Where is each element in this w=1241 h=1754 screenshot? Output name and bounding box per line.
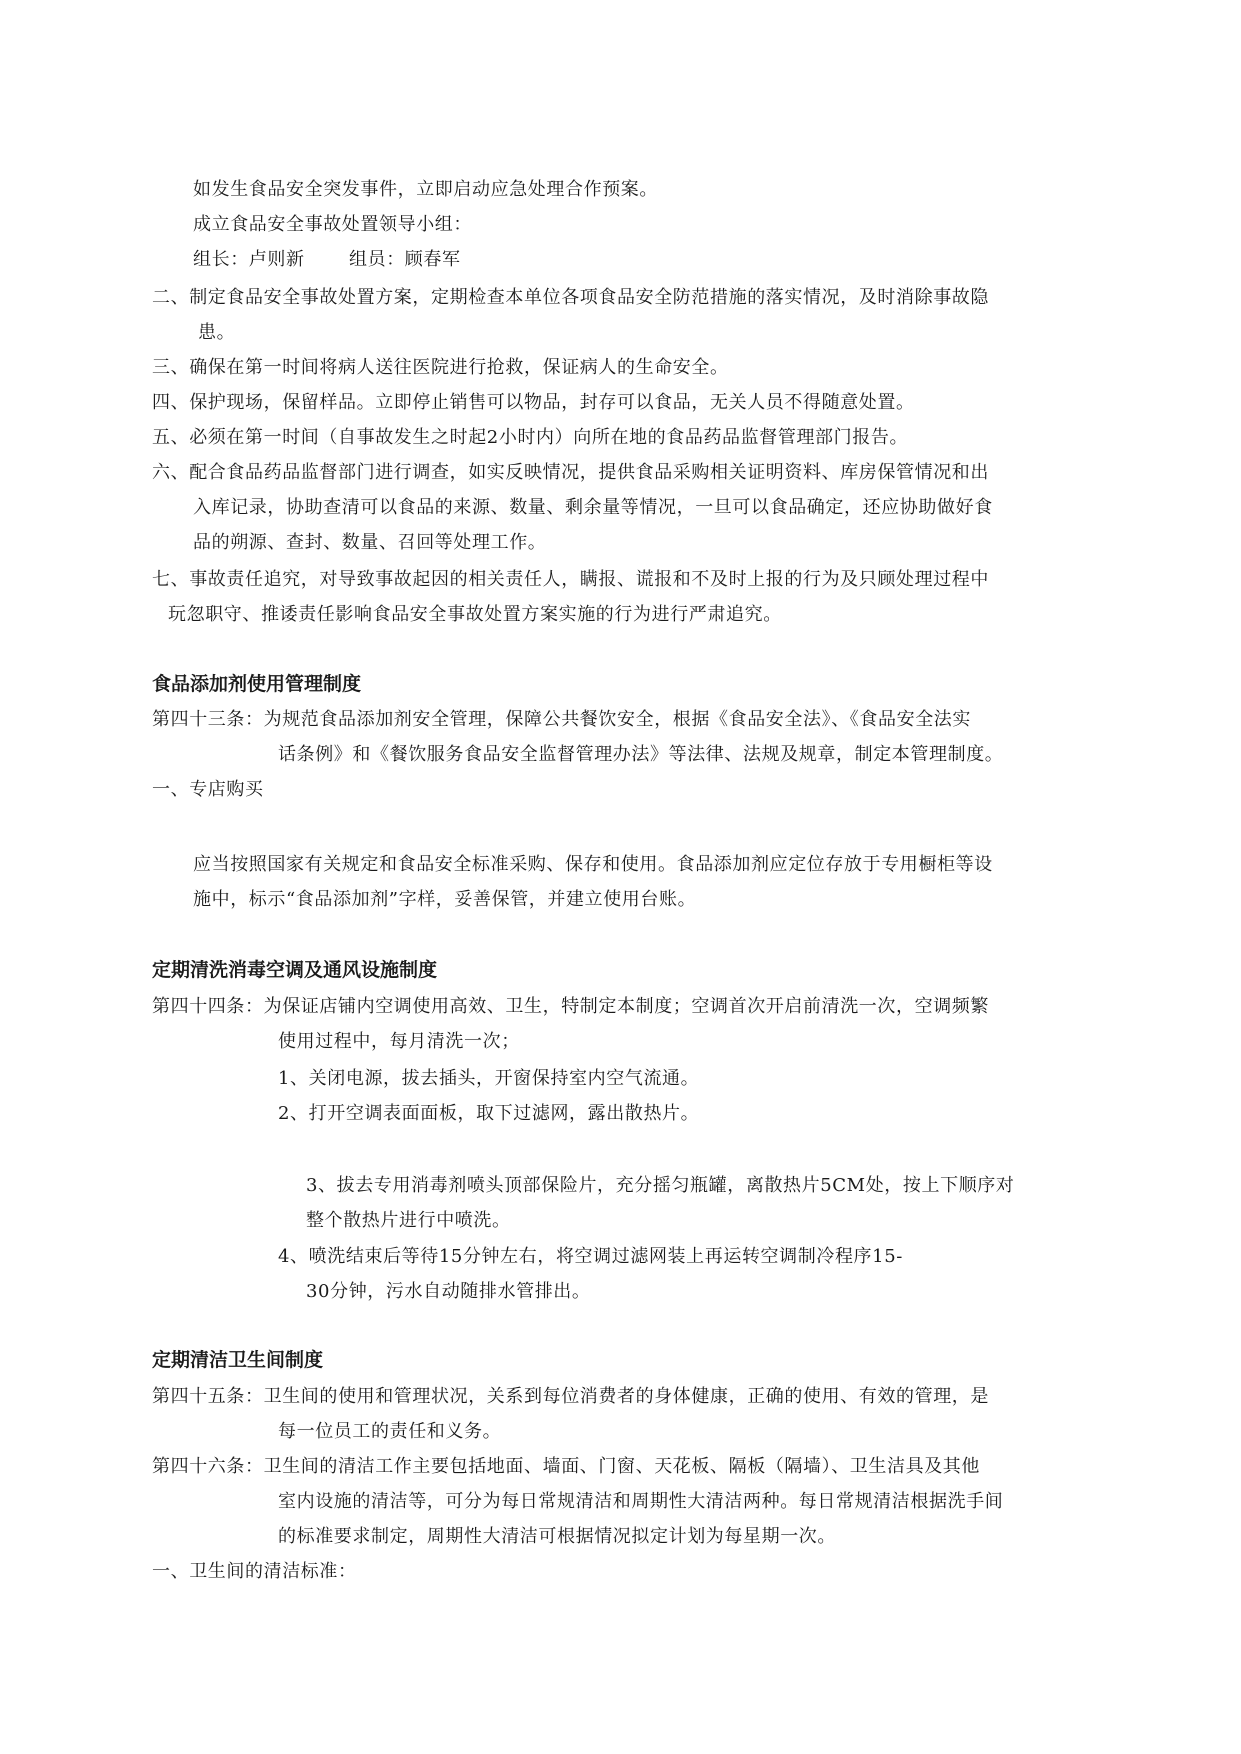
article-44-line-1: 第四十四条：为保证店铺内空调使用高效、卫生，特制定本制度；空调首次开启前清洗一次，空调频繁: [152, 996, 989, 1017]
article-46-line-2: 室内设施的清洁等，可分为每日常规清洁和周期性大清洁两种。每日常规清洁根据洗手间: [278, 1491, 1004, 1512]
ac-step-3-line-1: 3、拔去专用消毒剂喷头顶部保险片，充分摇匀瓶罐，离散热片5CM处，按上下顺序对: [306, 1175, 1015, 1196]
item-7-line-2: 玩忽职守、推诿责任影响食品安全事故处置方案实施的行为进行严肃追究。: [168, 604, 782, 625]
emergency-intro: 如发生食品安全突发事件，立即启动应急处理合作预案。: [193, 179, 658, 200]
item-4: 四、保护现场，保留样品。立即停止销售可以物品，封存可以食品，无关人员不得随意处置。: [152, 392, 915, 413]
ac-step-3-line-2: 整个散热片进行中喷洗。: [306, 1210, 511, 1231]
item-6-line-1: 六、配合食品药品监督部门进行调查，如实反映情况，提供食品采购相关证明资料、库房保管情况和出: [152, 462, 989, 483]
restroom-item-1: 一、卫生间的清洁标准：: [152, 1561, 357, 1582]
article-46-line-3: 的标准要求制定，周期性大清洁可根据情况拟定计划为每星期一次。: [278, 1526, 836, 1547]
group-leader: 组长：卢则新: [193, 249, 305, 270]
item-2-line-1: 二、制定食品安全事故处置方案，定期检查本单位各项食品安全防范措施的落实情况，及时消除事故隐: [152, 287, 989, 308]
article-43-line-1: 第四十三条：为规范食品添加剂安全管理，保障公共餐饮安全，根据《食品安全法》、《食品安全法实: [152, 709, 971, 730]
ac-step-4-line-1: 4、喷洗结束后等待15分钟左右，将空调过滤网装上再运转空调制冷程序15-: [278, 1246, 903, 1267]
ac-step-1: 1、关闭电源，拔去插头，开窗保持室内空气流通。: [278, 1068, 700, 1089]
ac-step-2: 2、打开空调表面面板，取下过滤网，露出散热片。: [278, 1103, 700, 1124]
article-43-line-2: 话条例》和《餐饮服务食品安全监督管理办法》等法律、法规及规章，制定本管理制度。: [278, 744, 1004, 765]
item-2-line-2: 患。: [198, 322, 236, 343]
article-45-line-2: 每一位员工的责任和义务。: [278, 1421, 502, 1442]
section-heading-restroom-cleaning: 定期清洁卫生间制度: [152, 1349, 324, 1371]
group-members: 组员：顾春军: [349, 249, 461, 270]
ac-step-4-line-2: 30分钟，污水自动随排水管排出。: [306, 1281, 591, 1302]
item-5: 五、必须在第一时间（自事故发生之时起2小时内）向所在地的食品药品监督管理部门报告。: [152, 427, 909, 448]
section-heading-ac-cleaning: 定期清洗消毒空调及通风设施制度: [152, 959, 438, 981]
item-6-line-3: 品的朔源、查封、数量、召回等处理工作。: [193, 532, 547, 553]
article-46-line-1: 第四十六条：卫生间的清洁工作主要包括地面、墙面、门窗、天花板、隔板（隔墙）、卫生洁具及其他: [152, 1456, 980, 1477]
additives-item-1: 一、专店购买: [152, 779, 264, 800]
section-heading-food-additives: 食品添加剂使用管理制度: [152, 673, 362, 695]
item-7-line-1: 七、事故责任追究，对导致事故起因的相关责任人，瞒报、谎报和不及时上报的行为及只顾处理过程中: [152, 569, 989, 590]
group-title: 成立食品安全事故处置领导小组：: [193, 214, 472, 235]
item-6-line-2: 入库记录，协助查清可以食品的来源、数量、剩余量等情况，一旦可以食品确定，还应协助做好食: [193, 497, 993, 518]
article-45-line-1: 第四十五条：卫生间的使用和管理状况，关系到每位消费者的身体健康，正确的使用、有效的管理，是: [152, 1386, 989, 1407]
additives-para-line-2: 施中，标示“食品添加剂”字样，妥善保管，并建立使用台账。: [193, 889, 697, 910]
item-3: 三、确保在第一时间将病人送往医院进行抢救，保证病人的生命安全。: [152, 357, 729, 378]
article-44-line-2: 使用过程中，每月清洗一次；: [278, 1031, 520, 1052]
additives-para-line-1: 应当按照国家有关规定和食品安全标准采购、保存和使用。食品添加剂应定位存放于专用橱柜等设: [193, 854, 993, 875]
